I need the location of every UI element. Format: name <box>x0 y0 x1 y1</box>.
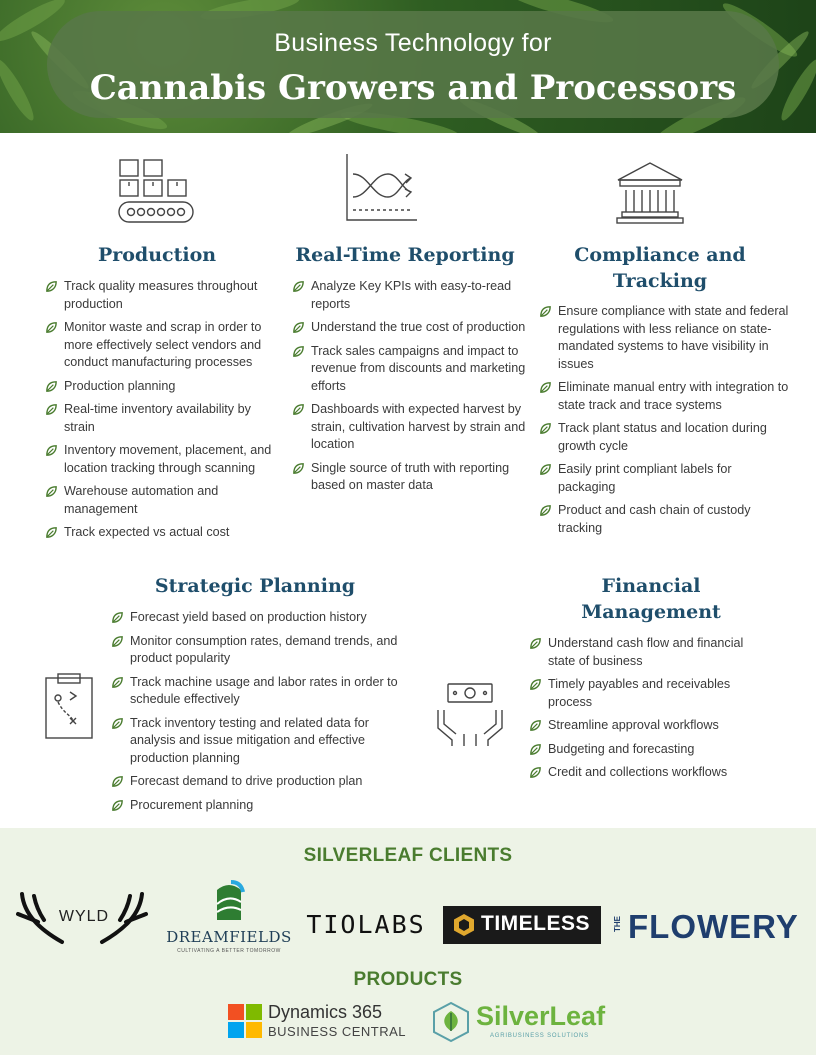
leaf-bullet-icon <box>529 766 542 779</box>
dynamics-line2: BUSINESS CENTRAL <box>268 1024 407 1039</box>
leaf-bullet-icon <box>111 676 124 689</box>
title-banner <box>47 11 779 118</box>
leaf-bullet-icon <box>45 526 58 539</box>
list-item-text: Understand the true cost of production <box>311 320 526 334</box>
leaf-bullet-icon <box>292 321 305 334</box>
list-item-text: Track expected vs actual cost <box>64 525 230 539</box>
leaf-bullet-icon <box>539 305 552 318</box>
government-building-icon <box>614 160 686 226</box>
financial-title-line2: Management <box>581 601 721 623</box>
silverleaf-logo <box>430 1000 610 1046</box>
list-item-text: Forecast demand to drive production plan <box>130 774 363 788</box>
list-item <box>529 676 769 711</box>
list-item-text: Streamline approval workflows <box>548 718 719 732</box>
leaf-bullet-icon <box>45 280 58 293</box>
flowery-the-text: THE <box>613 916 622 932</box>
money-hands-icon <box>436 680 504 748</box>
strategic-title: Strategic Planning <box>154 575 356 597</box>
reporting-title: Real-Time Reporting <box>295 244 515 266</box>
list-item-text: Monitor waste and scrap in order to more effectively select vendors and conduct manufacturing processes <box>64 320 262 369</box>
list-item <box>539 461 789 496</box>
list-item <box>292 343 528 396</box>
leaf-bullet-icon <box>292 280 305 293</box>
leaf-bullet-icon <box>529 743 542 756</box>
list-item <box>45 483 273 518</box>
list-item-text: Track plant status and location during growth cycle <box>558 421 767 453</box>
list-item <box>45 378 273 396</box>
list-item-text: Easily print compliant labels for packaging <box>558 462 732 494</box>
production-line-icon <box>117 158 197 226</box>
list-item-text: Warehouse automation and management <box>64 484 219 516</box>
list-item-text: Understand cash flow and financial state of business <box>548 636 744 668</box>
timeless-logo <box>443 906 601 944</box>
list-item <box>529 717 769 735</box>
compliance-title-line1: Compliance and <box>574 244 746 266</box>
wyld-text: WYLD <box>58 908 110 925</box>
list-item-text: Budgeting and forecasting <box>548 741 695 756</box>
timeless-text: TIMELESS <box>481 912 591 935</box>
list-item-text: Real-time inventory availability by strain <box>64 402 251 434</box>
list-item <box>111 773 401 791</box>
silverleaf-leaf-icon <box>430 1001 472 1043</box>
silverleaf-text: SilverLeaf <box>476 1001 606 1031</box>
list-item <box>111 674 401 709</box>
list-item <box>45 442 273 477</box>
compliance-list <box>539 303 789 543</box>
list-item <box>111 609 401 627</box>
list-item-text: Production planning <box>64 378 176 393</box>
list-item <box>539 420 789 455</box>
list-item-text: Procurement planning <box>130 797 254 812</box>
list-item <box>529 741 769 759</box>
list-item <box>45 319 273 372</box>
list-item <box>45 524 273 542</box>
dreamfields-tagline: CULTIVATING A BETTER TOMORROW <box>177 948 281 954</box>
list-item-text: Monitor consumption rates, demand trends, and product popularity <box>130 633 398 665</box>
leaf-bullet-icon <box>111 799 124 812</box>
flowery-text: FLOWERY <box>628 908 799 945</box>
production-list <box>45 278 273 548</box>
leaf-bullet-icon <box>529 678 542 691</box>
list-item <box>292 278 528 313</box>
list-item <box>111 633 401 668</box>
clipboard-plan-icon <box>44 672 96 740</box>
list-item <box>529 764 769 782</box>
leaf-bullet-icon <box>292 403 305 416</box>
dreamfields-logo <box>165 880 293 960</box>
compliance-title-line2: Tracking <box>612 270 708 292</box>
leaf-bullet-icon <box>111 775 124 788</box>
leaf-bullet-icon <box>45 321 58 334</box>
timeless-hex-icon <box>452 913 476 937</box>
list-item <box>292 460 528 495</box>
list-item <box>111 797 401 815</box>
list-item <box>529 635 769 670</box>
silverleaf-tagline: AGRIBUSINESS SOLUTIONS <box>490 1033 589 1039</box>
header-title: Cannabis Growers and Processors <box>89 68 737 108</box>
leaf-bullet-icon <box>529 719 542 732</box>
compliance-title <box>560 242 760 294</box>
dynamics-365-logo <box>228 1002 408 1044</box>
clients-title: SILVERLEAF CLIENTS <box>303 845 513 866</box>
leaf-bullet-icon <box>111 611 124 624</box>
footer <box>0 828 816 1055</box>
hero-banner <box>0 0 816 133</box>
list-item <box>292 401 528 454</box>
leaf-bullet-icon <box>539 463 552 476</box>
financial-title <box>556 573 746 625</box>
line-chart-icon <box>343 152 419 224</box>
list-item-text: Single source of truth with reporting based on master data <box>311 460 510 492</box>
list-item-text: Dashboards with expected harvest by strain, cultivation harvest by strain and location <box>311 402 526 451</box>
reporting-list <box>292 278 528 501</box>
dynamics-line1: Dynamics 365 <box>268 1002 383 1022</box>
list-item-text: Track quality measures throughout production <box>64 279 258 311</box>
leaf-bullet-icon <box>539 422 552 435</box>
leaf-bullet-icon <box>539 381 552 394</box>
leaf-bullet-icon <box>111 635 124 648</box>
tiolabs-logo: TIOLABS <box>306 910 426 939</box>
list-item <box>539 502 789 537</box>
leaf-bullet-icon <box>45 485 58 498</box>
list-item <box>539 303 789 373</box>
financial-list <box>529 635 769 788</box>
production-title: Production <box>97 244 217 266</box>
flowery-logo <box>614 908 808 948</box>
list-item <box>45 401 273 436</box>
products-title: PRODUCTS <box>353 969 463 990</box>
list-item <box>292 319 528 337</box>
list-item-text: Track sales campaigns and impact to revenue from discounts and marketing efforts <box>311 343 526 393</box>
list-item-text: Timely payables and receivables process <box>548 677 731 709</box>
list-item-text: Track machine usage and labor rates in order to schedule effectively <box>130 674 398 706</box>
list-item-text: Track inventory testing and related data for analysis and issue mitigation and effective production planning <box>130 715 369 765</box>
list-item-text: Inventory movement, placement, and location tracking through scanning <box>64 443 272 475</box>
list-item <box>111 715 401 768</box>
list-item-text: Eliminate manual entry with integration to state track and trace systems <box>558 380 789 412</box>
leaf-bullet-icon <box>292 462 305 475</box>
leaf-bullet-icon <box>45 444 58 457</box>
dreamfields-text: DREAMFIELDS <box>166 928 292 946</box>
list-item-text: Ensure compliance with state and federal regulations with less reliance on state-mandated systems to have visibility in issues <box>558 304 789 371</box>
list-item <box>45 278 273 313</box>
list-item-text: Analyze Key KPIs with easy-to-read reports <box>311 279 512 311</box>
list-item <box>539 379 789 414</box>
leaf-bullet-icon <box>45 380 58 393</box>
financial-title-line1: Financial <box>601 575 701 597</box>
leaf-bullet-icon <box>292 345 305 358</box>
leaf-bullet-icon <box>529 637 542 650</box>
list-item-text: Forecast yield based on production history <box>130 610 367 624</box>
header-subtitle: Business Technology for <box>274 29 552 57</box>
microsoft-squares-icon <box>228 1004 262 1038</box>
leaf-bullet-icon <box>45 403 58 416</box>
list-item-text: Product and cash chain of custody tracking <box>558 503 751 535</box>
list-item-text: Credit and collections workflows <box>548 765 728 779</box>
dreamfields-field-icon <box>213 880 245 924</box>
leaf-bullet-icon <box>539 504 552 517</box>
strategic-list <box>111 609 401 820</box>
leaf-bullet-icon <box>111 717 124 730</box>
wyld-logo <box>14 884 150 956</box>
